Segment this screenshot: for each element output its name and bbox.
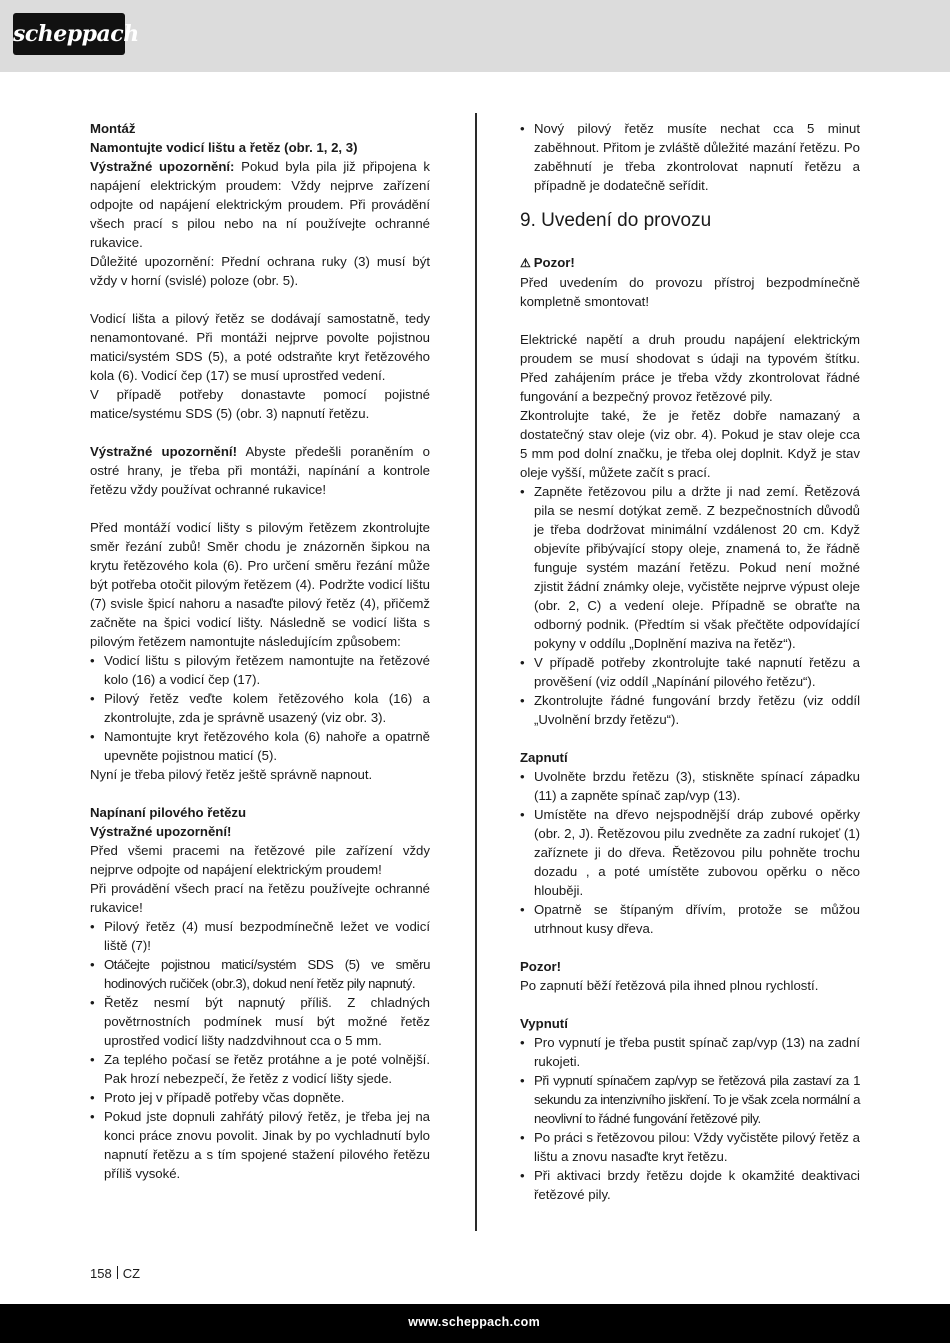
page-footer: [90, 1265, 140, 1283]
section-heading-commissioning: 9. Uvedení do provozu: [520, 210, 712, 231]
switch-on-list: [520, 767, 860, 938]
adjust-paragraph: V případě potřeby donastavte pomocí pojistné matice/systému SDS (5) (obr. 3) napnutí řetězu.: [90, 387, 430, 421]
now-tension-paragraph: Nyní je třeba pilový řetěz ještě správně napnout.: [90, 767, 373, 782]
caution-label: Pozor!: [533, 255, 575, 270]
switch-off-title: Vypnutí: [520, 1016, 568, 1031]
scheppach-logo: scheppach: [13, 13, 125, 55]
important-note: Důležité upozornění: Přední ochrana ruky (3) musí být vždy v horní (svislé) poloze (obr. 5).: [90, 254, 430, 288]
warning-label: Výstražné upozornění:: [90, 159, 235, 174]
list-item: • V případě potřeby zkontrolujte také napnutí řetězu a prověšení (viz oddíl „Napínání pilového řetězu“).: [520, 653, 860, 691]
caution-heading: [520, 253, 860, 273]
warning-text: Pokud byla pila již připojena k napájení elektrickým proudem: Vždy nejprve zařízení odpojte od napájení elektrickým proudem. Při provádění všech prací s pilou nebo na ní používejte ochranné rukavice.: [90, 159, 431, 250]
list-item: • Proto jej v případě potřeby včas dopněte.: [90, 1088, 430, 1107]
left-column: [90, 119, 430, 1183]
page-number: 158: [90, 1266, 112, 1281]
check-paragraph: Zkontrolujte také, že je řetěz dobře namazaný a dostatečný stav oleje (viz obr. 4). Pokud je stav oleje cca 5 mm pod dolní značku, je třeba olej doplnit. Když je stav oleje vyšší, můžete začít s prací.: [520, 408, 860, 480]
switch-off-list: [520, 1033, 860, 1204]
before-mount-paragraph: Před montáží vodicí lišty s pilovým řetězem zkontrolujte směr řezání zubů! Směr chodu je znázorněn šipkou na krytu řetězového kola (6). Pro určení směru řezání může být potřeba otočit pilovým řetězem (4). Podržte vodicí lištu (7) svisle špicí nahoru a nasaďte pilový řetěz (4), přičemž začněte na špici vodicí lišty. Následně se vodicí lišta s pilovým řetězem namontujte následujícím způsobem:: [90, 520, 430, 649]
list-item: • Řetěz nesmí být napnutý příliš. Z chladných povětrnostních podmínek musí být možné řetěz uprostřed vodicí lišty nadzdvihnout cca o 5 mm.: [90, 993, 430, 1050]
list-item: • Pro vypnutí je třeba pustit spínač zap/vyp (13) na zadní rukojeti.: [520, 1033, 860, 1071]
note-text: Po zapnutí běží řetězová pila ihned plnou rychlostí.: [520, 978, 819, 993]
list-item: • Uvolněte brzdu řetězu (3), stiskněte spínací západku (11) a zapněte spínač zap/vyp (13).: [520, 767, 860, 805]
tension-paragraph-2: Při provádění všech prací na řetězu používejte ochranné rukavice!: [90, 881, 430, 915]
list-item: • Otáčejte pojistnou maticí/systém SDS (5) ve směru hodinových ručiček (obr.3), dokud není řetěz pily napnutý.: [90, 955, 430, 993]
list-item: • Pokud jste dopnuli zahřátý pilový řetěz, je třeba jej na konci práce znovu povolit. Jinak by po vychladnutí bylo napnutí řetězu a s tím spojené stažení pilového řetězu příliš vysoké.: [90, 1107, 430, 1183]
tension-warning-label: Výstražné upozornění!: [90, 824, 232, 839]
list-item: • Opatrně se štípaným dřívím, protože se můžou utrhnout kusy dřeva.: [520, 900, 860, 938]
caution-text: Před uvedením do provozu přístroj bezpodmínečně kompletně smontovat!: [520, 275, 860, 309]
warning-triangle-icon: ⚠: [520, 256, 531, 270]
list-item: • Pilový řetěz veďte kolem řetězového kola (16) a zkontrolujte, zda je správně usazený (viz obr. 3).: [90, 689, 430, 727]
list-item: • Při vypnutí spínačem zap/vyp se řetězová pila zastaví za 1 sekundu za intenzivního jiskření. To je však zcela normální a neovlivní to řádné fungování řetězové pily.: [520, 1071, 860, 1128]
list-item: • Za teplého počasí se řetěz protáhne a je poté volnější. Pak hrozí nebezpečí, že řetěz z vodicí lišty sjede.: [90, 1050, 430, 1088]
section-title-montaz: Montáž: [90, 121, 136, 136]
list-item: • Vodicí lištu s pilovým řetězem namontujte na řetězové kolo (16) a vodicí čep (17).: [90, 651, 430, 689]
break-in-list: [520, 119, 860, 195]
list-item: • Při aktivaci brzdy řetězu dojde k okamžité deaktivaci řetězové pily.: [520, 1166, 860, 1204]
check-list: [520, 482, 860, 729]
tension-title: Napínaní pilového řetězu: [90, 805, 247, 820]
list-item: • Pilový řetěz (4) musí bezpodmínečně ležet ve vodicí liště (7)!: [90, 917, 430, 955]
list-item: • Umístěte na dřevo nejspodnější dráp zubové opěrky (obr. 2, J). Řetězovou pilu zvedněte za zadní rukojeť (1) zaříznete ji do dřeva. Řetězovou pilu pohněte trochu dozadu , a poté umístěte zubovou opěrku o něco hlouběji.: [520, 805, 860, 900]
delivery-paragraph: Vodicí lišta a pilový řetěz se dodávají samostatně, tedy nenamontované. Při montáži nejprve povolte pojistnou matici/systém SDS (5), a poté odstraňte kryt řetězového kola (6). Vodicí čep (17) se musí uprostřed vedení.: [90, 311, 430, 383]
note-title: Pozor!: [520, 959, 562, 974]
subtitle-mount-bar-chain: Namontujte vodicí lištu a řetěz (obr. 1, 2, 3): [90, 140, 358, 155]
voltage-paragraph: Elektrické napětí a druh proudu napájení elektrickým proudem se musí shodovat s údaji na typovém štítku. Před zahájením práce je třeba vždy zkontrolovat řádné fungování a bezpečný provoz řetězové pily.: [520, 332, 860, 404]
tension-list: [90, 917, 430, 1183]
list-item: • Po práci s řetězovou pilou: Vždy vyčistěte pilový řetěz a lištu a znovu nasaďte kryt řetězu.: [520, 1128, 860, 1166]
switch-on-title: Zapnutí: [520, 750, 568, 765]
warning-paragraph-2: [90, 442, 430, 499]
warning-label: Výstražné upozornění!: [90, 444, 237, 459]
mount-steps-list: [90, 651, 430, 765]
warning-paragraph-1: [90, 157, 430, 252]
right-column: [520, 119, 860, 1204]
tension-paragraph-1: Před všemi pracemi na řetězové pile zařízení vždy nejprve odpojte od napájení elektrickým proudem!: [90, 843, 430, 877]
footer-band: [0, 1304, 950, 1343]
header-band: [0, 0, 950, 72]
column-divider: [475, 113, 477, 1231]
list-item: • Nový pilový řetěz musíte nechat cca 5 minut zaběhnout. Přitom je zvláště důležité mazání řetězu. Po zaběhnutí je třeba zkontrolovat napnutí řetězu a případně je dodatečně seřídit.: [520, 119, 860, 195]
website-url: www.scheppach.com: [408, 1315, 540, 1329]
footer-separator: [117, 1266, 118, 1279]
list-item: • Zapněte řetězovou pilu a držte ji nad zemí. Řetězová pila se nesmí dotýkat země. Z bezpečnostních důvodů je třeba dodržovat minimální vzdálenost 20 cm. Když objevíte přibývající stopy oleje, znamená to, že řádně funguje systém mazání řetězu. Pokud není možné zjistit žádní známky oleje, vyčistěte nejprve výpust oleje (obr. 2, C) a vedení oleje. Případně se obraťte na odborný podnik. (Předtím si však přečtěte odpovídající pokyny v oddílu „Doplnění maziva na řetěz“).: [520, 482, 860, 653]
warning-text: Abyste předešli poraněním o ostré hrany, je třeba při montáži, napínání a kontrole řetězu vždy používat ochranné rukavice!: [90, 444, 431, 497]
language-code: CZ: [122, 1266, 141, 1281]
list-item: • Zkontrolujte řádné fungování brzdy řetězu (viz oddíl „Uvolnění brzdy řetězu“).: [520, 691, 860, 729]
list-item: • Namontujte kryt řetězového kola (6) nahoře a opatrně upevněte pojistnou maticí (5).: [90, 727, 430, 765]
